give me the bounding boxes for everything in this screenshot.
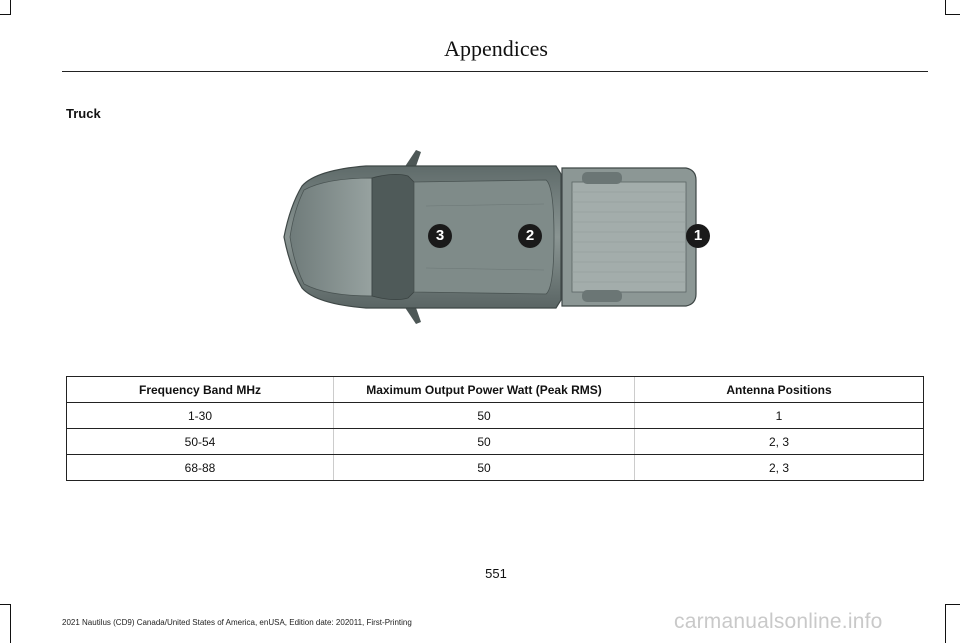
truck-top-view-icon xyxy=(276,146,716,328)
cell-power: 50 xyxy=(334,403,635,429)
crop-mark xyxy=(0,604,11,605)
cell-power: 50 xyxy=(334,429,635,455)
header-antenna-positions: Antenna Positions xyxy=(635,377,924,403)
crop-mark xyxy=(0,14,11,15)
cell-positions: 2, 3 xyxy=(635,429,924,455)
antenna-callout-2: 2 xyxy=(518,224,542,248)
cell-frequency: 1-30 xyxy=(67,403,334,429)
cell-frequency: 50-54 xyxy=(67,429,334,455)
truck-figure xyxy=(276,146,716,328)
cell-positions: 2, 3 xyxy=(635,455,924,481)
crop-mark xyxy=(945,14,960,15)
table-row xyxy=(67,429,924,455)
table-row xyxy=(67,455,924,481)
header-divider xyxy=(62,71,928,72)
crop-mark xyxy=(10,0,11,14)
footer-edition-text: 2021 Nautilus (CD9) Canada/United States of America, enUSA, Edition date: 202011, First-Printing xyxy=(62,618,412,627)
table-header-row xyxy=(67,377,924,403)
crop-mark xyxy=(945,604,946,643)
crop-mark xyxy=(945,604,960,605)
table-row xyxy=(67,403,924,429)
crop-mark xyxy=(945,0,946,14)
page-number: 551 xyxy=(485,566,507,581)
antenna-callout-1: 1 xyxy=(686,224,710,248)
header-max-output-power: Maximum Output Power Watt (Peak RMS) xyxy=(334,377,635,403)
antenna-callout-3: 3 xyxy=(428,224,452,248)
spec-table xyxy=(66,376,924,481)
crop-mark xyxy=(10,604,11,643)
cell-positions: 1 xyxy=(635,403,924,429)
cell-frequency: 68-88 xyxy=(67,455,334,481)
watermark: carmanualsonline.info xyxy=(674,610,883,633)
page-title: Appendices xyxy=(444,36,548,61)
cell-power: 50 xyxy=(334,455,635,481)
section-label: Truck xyxy=(66,106,101,121)
header-frequency-band: Frequency Band MHz xyxy=(67,377,334,403)
